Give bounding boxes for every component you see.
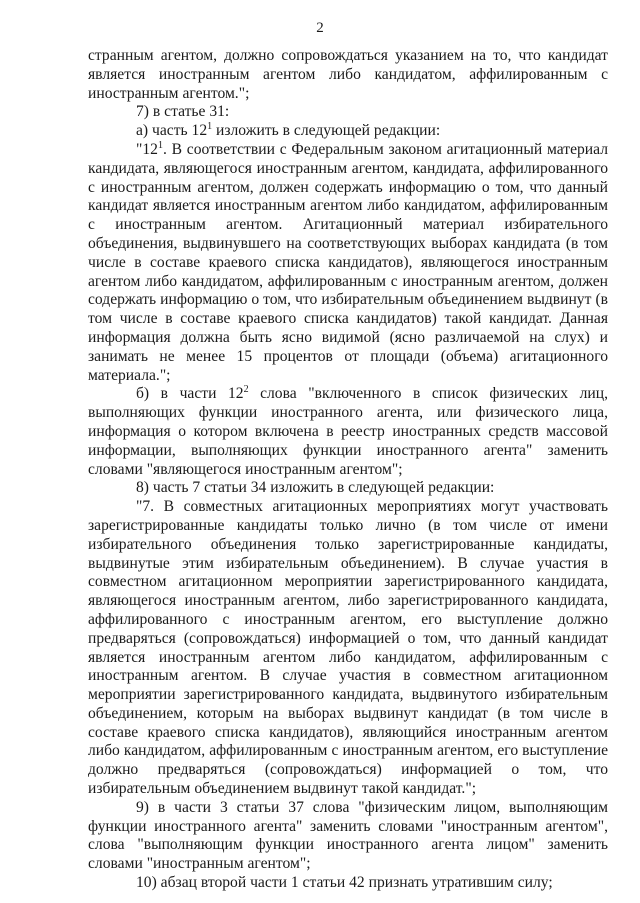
paragraph-text: слова "включенного в список физических лиц, выполняющих функции иностранного агента, или физического лица, информация о котором включена в реестр иностранных средств массовой информации, выполняющих функции иностранного агента" заменить словами "являющегося иностранным агентом";: [88, 385, 608, 478]
paragraph-p0: [88, 47, 608, 103]
paragraph-p7: [88, 799, 608, 874]
paragraph-p6: [88, 498, 608, 799]
paragraph-text: 9) в части 3 статьи 37 слова "физическим лицом, выполняющим функции иностранного агента" заменить словами "иностранным агентом", слова "выполняющим функции иностранного агента лицом" заменить словами "иностранным агентом";: [88, 798, 608, 873]
paragraph-text: "7. В совместных агитационных мероприятиях могут участвовать зарегистрированные кандидаты только лично (в том числе от имени избирательного объединения только зарегистрированные кандидаты, выдвинутые этим избирательным объединением). В случае участия в совместном агитационном мероприятии зарегистрированного кандидата, являющегося иностранным агентом, либо зарегистрированного кандидата, аффилированного с иностранным агентом, его выступление должно предваряться (сопровождаться) информацией о том, что данный кандидат является иностранным агентом либо кандидатом, аффилированным с иностранным агентом. В случае участия в совместном агитационном мероприятии зарегистрированного кандидата, выдвинутого избирательным объединением, которым на выборах выдвинут кандидат (в том числе в составе краевого списка кандидатов), являющийся иностранным агентом либо кандидатом, аффилированным с иностранным агентом, его выступление должно предваряться (сопровождаться) информацией о том, что избирательным объединением выдвинут такой кандидат.";: [88, 498, 608, 798]
paragraph-p2: [88, 122, 608, 141]
paragraph-p1: [88, 103, 608, 122]
paragraph-p3: [88, 141, 608, 385]
paragraph-text: 8) часть 7 статьи 34 изложить в следующей редакции:: [136, 479, 495, 497]
superscript-index: 1: [157, 139, 163, 151]
paragraph-text: изложить в следующей редакции:: [212, 122, 441, 140]
paragraph-p4: [88, 385, 608, 479]
paragraph-text: 10) абзац второй части 1 статьи 42 признать утратившим силу;: [136, 874, 553, 892]
paragraph-text: а) часть 12: [136, 122, 208, 140]
paragraph-text: б) в части 12: [136, 385, 244, 403]
paragraph-text: "12: [136, 140, 158, 158]
superscript-index: 1: [207, 121, 213, 132]
paragraph-p8: [88, 874, 608, 893]
paragraph-text: 7) в статье 31:: [136, 103, 230, 121]
page-number: 2: [316, 20, 324, 36]
paragraph-text: странным агентом, должно сопровождаться указанием на то, что кандидат является иностранным агентом либо кандидатом, аффилированным с иностранным агентом.";: [88, 47, 608, 102]
paragraph-p5: [88, 479, 608, 498]
document-body: [88, 47, 608, 893]
superscript-index: 2: [243, 384, 249, 396]
paragraph-text: . В соответствии с Федеральным законом агитационный материал кандидата, являющегося иностранным агентом, кандидата, аффилированного с иностранным агентом, должен содержать информацию о том, что данный кандидат является иностранным агентом либо кандидатом, аффилированным с иностранным агентом. Агитационный материал избирательного объединения, выдвинувшего на соответствующих выборах кандидата (в том числе в составе краевого списка кандидатов), являющегося иностранным агентом либо кандидатом, аффилированным с иностранным агентом, должен содержать информацию о том, что избирательным объединением выдвинут (в том числе в составе краевого списка кандидатов) такой кандидат. Данная информация должна быть ясно видимой (ясно различаемой на слух) и занимать не менее 15 процентов от площади (объема) агитационного материала.";: [88, 140, 608, 384]
